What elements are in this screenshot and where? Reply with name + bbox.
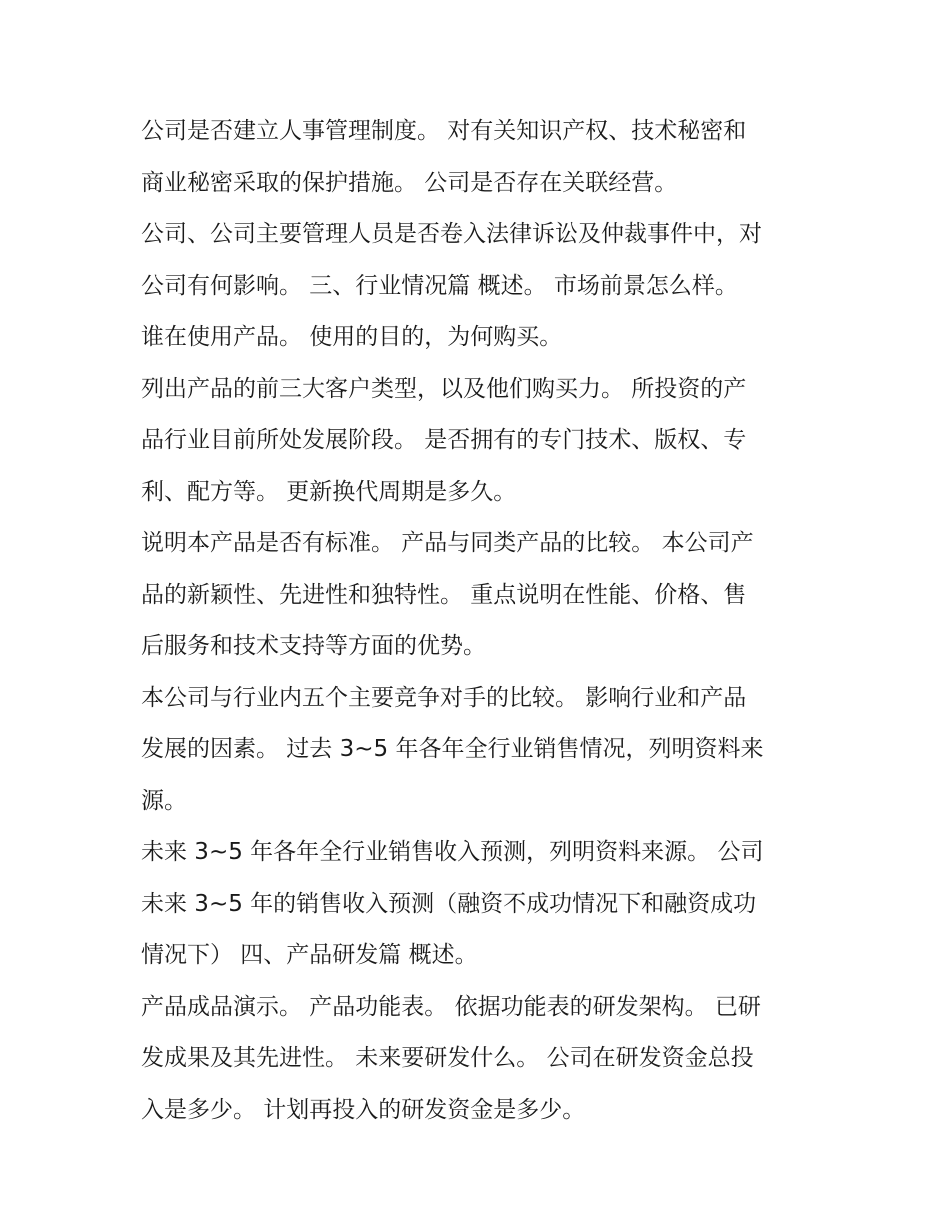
paragraph-customer-types: 列出产品的前三大客户类型，以及他们购买力。 所投资的产 品行业目前所处发展阶段。 是否拥有的专门技术、版权、专 利、配方等。 更新换代周期是多久。 <box>141 375 747 505</box>
paragraph-litigation-industry: 公司、公司主要管理人员是否卷入法律诉讼及仲裁事件中，对 公司有何影响。 三、行业情况篇 概述。 市场前景怎么样。 <box>141 221 762 299</box>
paragraph-sales-forecast: 未来 3~5 年各年全行业销售收入预测，列明资料来源。 公司 未来 3~5 年的销售收入预测（融资不成功情况下和融资成功 情况下） 四、产品研发篇 概述。 <box>141 839 764 968</box>
paragraph-product-standards: 说明本产品是否有标准。 产品与同类产品的比较。 本公司产 品的新颖性、先进性和独特性。 重点说明在性能、价格、售 后服务和技术支持等方面的优势。 <box>141 530 754 659</box>
document-body <box>141 106 821 1136</box>
paragraph-product-rd: 产品成品演示。 产品功能表。 依据功能表的研发架构。 已研 发成果及其先进性。 未来要研发什么。 公司在研发资金总投 入是多少。 计划再投入的研发资金是多少。 <box>141 993 761 1123</box>
paragraph-competitors: 本公司与行业内五个主要竞争对手的比较。 影响行业和产品 发展的因素。 过去 3~5 年各年全行业销售情况，列明资料来 源。 <box>141 684 764 814</box>
paragraph-product-users: 谁在使用产品。 使用的目的，为何购买。 <box>141 324 563 350</box>
paragraph-company-management: 公司是否建立人事管理制度。 对有关知识产权、技术秘密和 商业秘密采取的保护措施。 公司是否存在关联经营。 <box>141 118 747 196</box>
